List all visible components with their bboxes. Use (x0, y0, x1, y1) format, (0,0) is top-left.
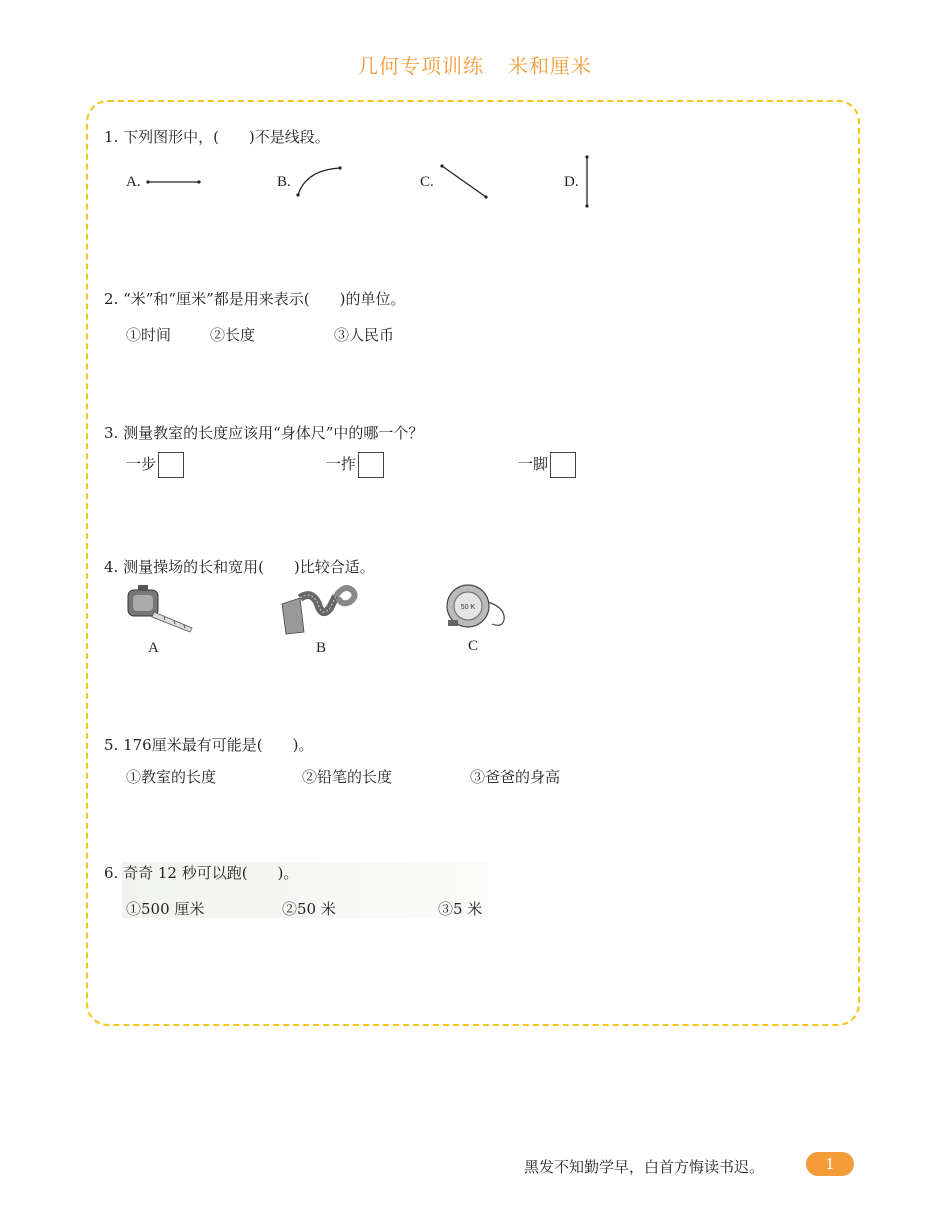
q2-option-2[interactable]: ②长度 (210, 326, 256, 344)
q3-answer-box-foot[interactable] (550, 452, 576, 478)
q6-option-3[interactable]: ③5 米 (438, 900, 483, 918)
q2-option-1[interactable]: ①时间 (126, 326, 172, 344)
q2-option-3[interactable]: ③人民币 (334, 326, 395, 344)
title-part-2: 米和厘米 (508, 54, 592, 78)
q1-option-c-label[interactable]: C. (420, 174, 434, 190)
question-2-text: 2. “米”和“厘米”都是用来表示( )的单位。 (104, 290, 406, 308)
tape-reel-c-image[interactable] (444, 584, 514, 632)
q5-option-3[interactable]: ③爸爸的身高 (470, 768, 561, 786)
question-6-text: 6. 奇奇 12 秒可以跑( )。 (104, 864, 299, 882)
question-5-text: 5. 176厘米最有可能是( )。 (104, 736, 314, 754)
question-4-text: 4. 测量操场的长和宽用( )比较合适。 (104, 558, 375, 576)
q3-option-foot-label: 一脚 (518, 455, 549, 473)
q1-figure-d-segment (582, 154, 592, 210)
q3-option-span-label: 一拃 (326, 455, 357, 473)
q5-option-2[interactable]: ②铅笔的长度 (302, 768, 393, 786)
q3-answer-box-span[interactable] (358, 452, 384, 478)
q1-figure-b-curve (294, 164, 346, 200)
title-part-1: 几何专项训练 (358, 54, 484, 78)
q6-option-1[interactable]: ①500 厘米 (126, 900, 205, 918)
q5-option-1[interactable]: ①教室的长度 (126, 768, 217, 786)
q3-answer-box-step[interactable] (158, 452, 184, 478)
q3-option-span[interactable] (326, 452, 384, 478)
q1-figure-c-segment (438, 162, 492, 202)
q1-option-a-label[interactable]: A. (126, 174, 141, 190)
q3-option-step-label: 一步 (126, 455, 157, 473)
tape-measure-a-image[interactable] (124, 584, 198, 636)
page-number-badge: 1 (806, 1152, 854, 1176)
soft-ruler-b-image[interactable] (278, 582, 360, 636)
tape-reel-label: 50 K (460, 604, 476, 611)
footer-motto: 黑发不知勤学早，白首方悔读书迟。 (524, 1158, 765, 1176)
page-title (0, 50, 950, 79)
q4-option-b-label[interactable]: B (316, 640, 327, 656)
q3-option-step[interactable] (126, 452, 184, 478)
q1-option-d-label[interactable]: D. (564, 174, 579, 190)
q6-option-2[interactable]: ②50 米 (282, 900, 336, 918)
q4-option-a-label[interactable]: A (148, 640, 159, 656)
q1-figure-a-segment (146, 176, 206, 188)
q3-option-foot[interactable] (518, 452, 576, 478)
question-3-text: 3. 测量教室的长度应该用“身体尺”中的哪一个？ (104, 424, 424, 442)
q4-option-c-label[interactable]: C (468, 638, 479, 654)
question-1-text: 1. 下列图形中，( )不是线段。 (104, 128, 330, 146)
q1-option-b-label[interactable]: B. (277, 174, 291, 190)
